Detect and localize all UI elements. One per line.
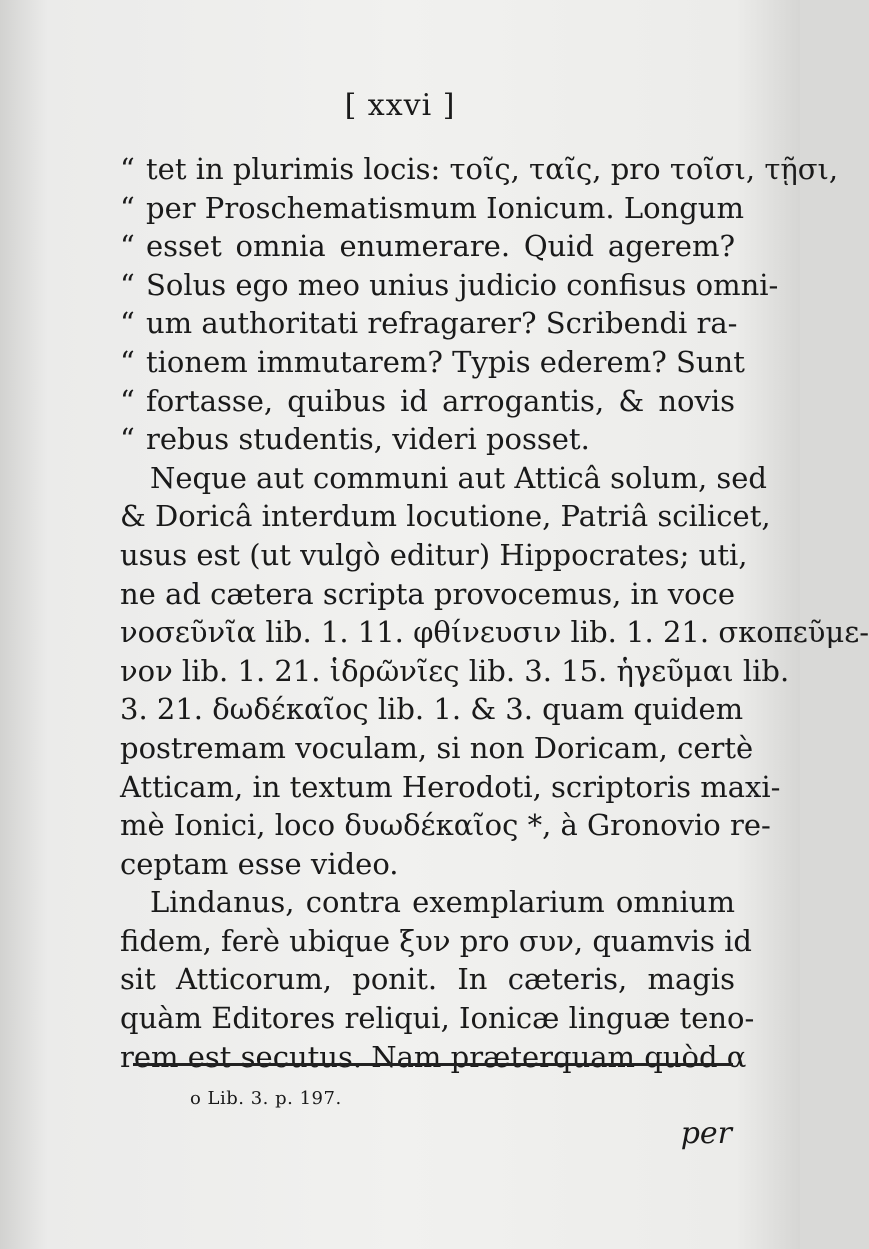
text-line: “ Solus ego meo unius judicio confisus omni- — [120, 266, 735, 305]
text-line: “ um authoritati refragarer? Scribendi ra- — [120, 304, 735, 343]
text-line: “ esset omnia enumerare. Quid agerem? — [120, 227, 735, 266]
footnote: o Lib. 3. p. 197. — [190, 1088, 342, 1109]
text-line: mè Ionici, loco δυωδέκαῖος *, à Gronovio re- — [120, 808, 771, 843]
text-line: Lindanus, contra exemplarium omnium — [150, 885, 735, 920]
text-line: νοσεῦνῖα lib. 1. 11. φθίνευσιν lib. 1. 21. σκοπεῦμε- — [120, 615, 869, 650]
text-line: “ tionem immutarem? Typis ederem? Sunt — [120, 343, 735, 382]
text-line: Neque aut communi aut Atticâ solum, sed — [150, 460, 767, 495]
paragraph-doric — [120, 459, 869, 884]
text-line: rem est secutus. Nam præterquam quòd α — [120, 1039, 747, 1074]
text-line: “ tet in plurimis locis: τοῖς, ταῖς, pro τοῖσι, τῇσι, — [120, 150, 735, 189]
body-text — [120, 150, 869, 1076]
text-line: & Doricâ interdum locutione, Patriâ scilicet, — [120, 499, 771, 534]
text-line: postremam voculam, si non Doricam, certè — [120, 730, 754, 765]
catchword: per — [680, 1116, 732, 1151]
text-line: νον lib. 1. 21. ἱδρῶνῖες lib. 3. 15. ἡγεῦμαι lib. — [120, 653, 790, 688]
footnote-rule — [133, 1063, 733, 1066]
text-line: 3. 21. δωδέκαῖος lib. 1. & 3. quam quidem — [120, 692, 744, 727]
text-line: ceptam esse video. — [120, 846, 399, 881]
text-line: usus est (ut vulgò editur) Hippocrates; uti, — [120, 537, 748, 572]
text-line: “ per Proschematismum Ionicum. Longum — [120, 189, 735, 228]
text-line: sit Atticorum, ponit. In cæteris, magis — [120, 962, 735, 997]
text-line: “ fortasse, quibus id arrogantis, & novis — [120, 382, 735, 421]
quoted-passage — [120, 150, 839, 459]
text-line: ne ad cætera scripta provocemus, in voce — [120, 576, 735, 611]
text-line: Atticam, in textum Herodoti, scriptoris maxi- — [120, 769, 781, 804]
text-line: quàm Editores reliqui, Ionicæ linguæ teno- — [120, 1001, 755, 1036]
page-number-header: [ xxvi ] — [344, 88, 456, 123]
paragraph-lindanus — [120, 883, 755, 1076]
text-line: fidem, ferè ubique ξυν pro συν, quamvis id — [120, 923, 752, 958]
text-line: “ rebus studentis, videri posset. — [120, 420, 735, 459]
